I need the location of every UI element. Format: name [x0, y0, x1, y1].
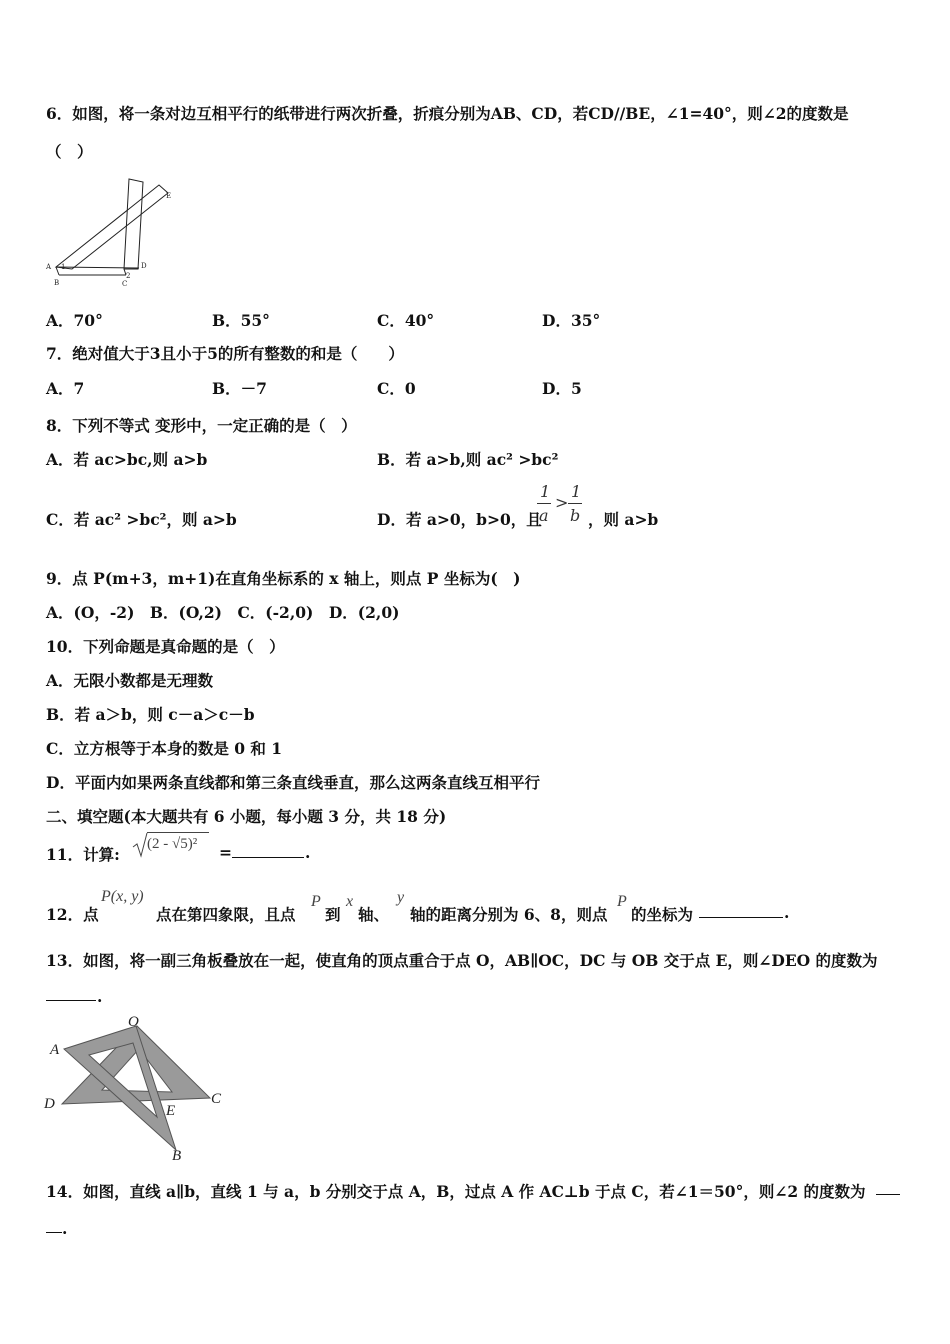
q10-option-a: A．无限小数都是无理数: [46, 671, 214, 690]
q12-text-5: 的坐标为: [631, 905, 694, 924]
q7-option-a: A．7: [46, 379, 85, 398]
q14-stem: 14．如图，直线 a∥b，直线 1 与 a，b 分别交于点 A，B，过点 A 作 AC⊥b 于点 C，若∠1＝50°，则∠2 的度数为: [46, 1182, 866, 1201]
q13-label-D: D: [44, 1096, 55, 1112]
q7-option-d: D．5: [542, 379, 582, 398]
q13-period: .: [97, 987, 103, 1006]
q13-label-C: C: [211, 1091, 222, 1107]
q6-option-d: D．35°: [542, 311, 601, 330]
q8-frac-op: >: [555, 493, 569, 512]
q14-answer-blank-part2[interactable]: [46, 1218, 62, 1233]
q6-option-a: A．70°: [46, 311, 103, 330]
q7-option-b: B．－7: [212, 379, 267, 398]
q14-period: .: [62, 1219, 68, 1238]
q13-label-E: E: [166, 1103, 176, 1119]
q11-period: .: [305, 843, 311, 862]
q12-x: x: [346, 893, 354, 910]
q11-prefix: 11．计算:: [46, 845, 120, 864]
q6-label-E: E: [166, 192, 172, 200]
q13-label-B: B: [172, 1148, 182, 1162]
q12-point-p: P(x, y): [101, 888, 144, 905]
q12-y: y: [397, 889, 405, 906]
q6-label-D: D: [141, 262, 147, 270]
q8-stem: 8．下列不等式 变形中，一定正确的是（ ）: [46, 416, 357, 435]
q13-label-O: O: [128, 1014, 139, 1030]
q9-options: A．(O，-2) B．(O,2) C．(-2,0) D．(2,0): [46, 603, 400, 622]
section-fill-in-heading: 二、填空题(本大题共有 6 小题，每小题 3 分，共 18 分): [46, 807, 447, 826]
q11-expression: (2 - √5)²: [147, 836, 198, 852]
q12-text-2: 到: [325, 905, 341, 924]
q10-option-c: C．立方根等于本身的数是 0 和 1: [46, 739, 283, 758]
q7-stem: 7．绝对值大于3且小于5的所有整数的和是（ ）: [46, 344, 404, 363]
q8-option-d-pre: D．若 a>0，b>0，且: [377, 510, 542, 529]
q10-option-b: B．若 a＞b，则 c－a＞c－b: [46, 705, 255, 724]
q12-text-3: 轴、: [358, 905, 390, 924]
q13-triangle-boards-figure: [40, 1012, 240, 1162]
q13-label-A: A: [50, 1042, 60, 1058]
q10-option-d: D．平面内如果两条直线都和第三条直线垂直，那么这两条直线互相平行: [46, 773, 540, 792]
q12-prefix: 12．点: [46, 905, 99, 924]
q6-option-c: C．40°: [377, 311, 435, 330]
q6-label-A: A: [46, 263, 52, 271]
q8-frac1-num: 1: [540, 482, 551, 501]
q8-option-c: C．若 ac² >bc²，则 a>b: [46, 510, 237, 529]
q12-p-2: P: [311, 893, 321, 910]
q6-folding-figure: [44, 175, 184, 295]
q6-angle-1: 1: [61, 263, 66, 271]
q8-option-b: B．若 a>b,则 ac² >bc²: [377, 450, 559, 469]
q14-answer-blank-part1[interactable]: [876, 1180, 900, 1195]
q8-option-a: A．若 ac>bc,则 a>b: [46, 450, 208, 469]
q6-answer-paren: （ ）: [46, 142, 93, 161]
q12-answer-blank[interactable]: [699, 903, 783, 918]
q6-stem: 6．如图，将一条对边互相平行的纸带进行两次折叠，折痕分别为AB、CD，若CD//BE，∠1=40°，则∠2的度数是: [46, 104, 849, 123]
q8-frac1-den: a: [539, 506, 549, 525]
q12-text-1: 点在第四象限，且点: [156, 905, 296, 924]
q10-stem: 10．下列命题是真命题的是（ ）: [46, 637, 285, 656]
q11-equals: =: [219, 843, 232, 862]
q11-radical-sign: [132, 832, 148, 858]
q6-option-b: B．55°: [212, 311, 270, 330]
q8-option-d-post: ，则 a>b: [588, 510, 659, 529]
q13-answer-blank[interactable]: [46, 986, 96, 1001]
q7-option-c: C．0: [377, 379, 416, 398]
q11-answer-blank[interactable]: [232, 843, 304, 858]
q6-label-C: C: [122, 280, 128, 288]
q12-p-3: P: [617, 893, 627, 910]
q9-stem: 9．点 P(m+3，m+1)在直角坐标系的 x 轴上，则点 P 坐标为( ): [46, 569, 521, 588]
q8-frac2-num: 1: [571, 482, 582, 501]
q8-frac2-den: b: [570, 506, 581, 525]
q12-period: .: [784, 903, 790, 922]
q12-text-4: 轴的距离分别为 6、8，则点: [410, 905, 608, 924]
q6-label-B: B: [54, 279, 60, 287]
q6-angle-2: 2: [126, 272, 131, 280]
q13-stem: 13．如图，将一副三角板叠放在一起，使直角的顶点重合于点 O，AB∥OC，DC 与 OB 交于点 E，则∠DEO 的度数为: [46, 951, 878, 970]
